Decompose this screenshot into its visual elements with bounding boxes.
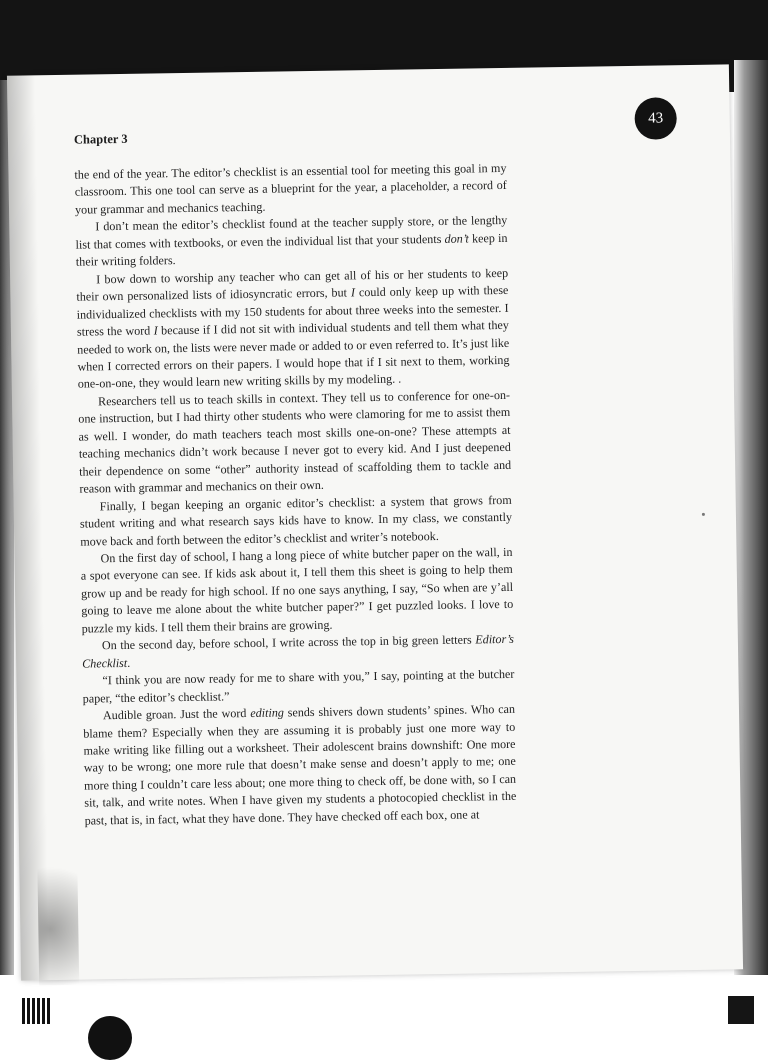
gutter-speckle (37, 845, 79, 986)
scan-speck (702, 513, 705, 516)
scan-artifact-circle (88, 1016, 132, 1060)
book-page (7, 64, 743, 980)
paragraph: the end of the year. The editor’s checklist is an essential tool for meeting this goal in my classroom. This one tool can serve as a blueprint for the year, a placeholder, a record of your grammar and mechanics teaching. (74, 160, 507, 217)
body-text (74, 160, 516, 830)
page-number-badge: 43 (634, 97, 677, 140)
scan-artifact-left (22, 998, 50, 1024)
paragraph: “I think you are now ready for me to share with you,” I say, pointing at the butcher paper, “the editor’s checklist.” (82, 666, 515, 706)
paragraph: On the second day, before school, I write across the top in big green letters Editor’s Checklist. (82, 632, 514, 671)
paragraph: I don’t mean the editor’s checklist found at the teacher supply store, or the lengthy list that comes with textbooks, or even the individual list that your students don’t keep in their writing folders. (75, 213, 508, 269)
paragraph: Finally, I began keeping an organic editor’s checklist: a system that grows from student writing and what research says kids have to know. In my class, we constantly move back and forth between the editor’s checklist and writer’s notebook. (79, 492, 513, 549)
paragraph: Researchers tell us to teach skills in context. They tell us to conference for one-on-one instruction, but I had thirty other students who were clamoring for me to assist them as well. I wonder, do math teachers teach most skills one-on-one? These attempts at teaching mechanics didn’t work because I never got to every kid. And I just deepened their dependence on some “other” authority instead of scaffolding them to tackle and reason with grammar and mechanics on their own. (78, 387, 512, 496)
paragraph: Audible groan. Just the word editing sends shivers down students’ spines. Who can blame them? Especially when they are assuming it is probably just one more way to make writing like filling out a worksheet. Their adolescent brains downshift: One more way to be wrong; one more rule that doesn’t make sense and doesn’t apply to me; one more thing I couldn’t care less about; one more thing to check off, be done with, so I can sit, talk, and write notes. When I have given my students a photocopied checklist in the past, that is, in fact, what they have done. They have checked off each box, one at (83, 701, 517, 828)
paragraph: On the first day of school, I hang a long piece of white butcher paper on the wall, in a spot everyone can see. If kids ask about it, I tell them this sheet is going to help them grow up and be ready for high school. If no one says anything, I say, “So when are y’all going to leave me alone about the white butcher paper?” I get puzzled looks. I love to puzzle my kids. I tell them their brains are growing. (80, 544, 514, 636)
running-head: Chapter 3 (73, 131, 128, 147)
scan-artifact-right (728, 996, 754, 1024)
paragraph: I bow down to worship any teacher who can get all of his or her students to keep their own personalized lists of idiosyncratic errors, but I could only keep up with these individualized checklists with my 150 students for about three weeks into the semester. I stress the word I because if I did not sit with individual students and tell them what they needed to work on, the lists were never made or added to or even referred to. It’s just like when I corrected errors on their papers. I would hope that if I sit next to them, working one-on-one, they would learn new writing skills by my modeling. . (76, 265, 510, 392)
